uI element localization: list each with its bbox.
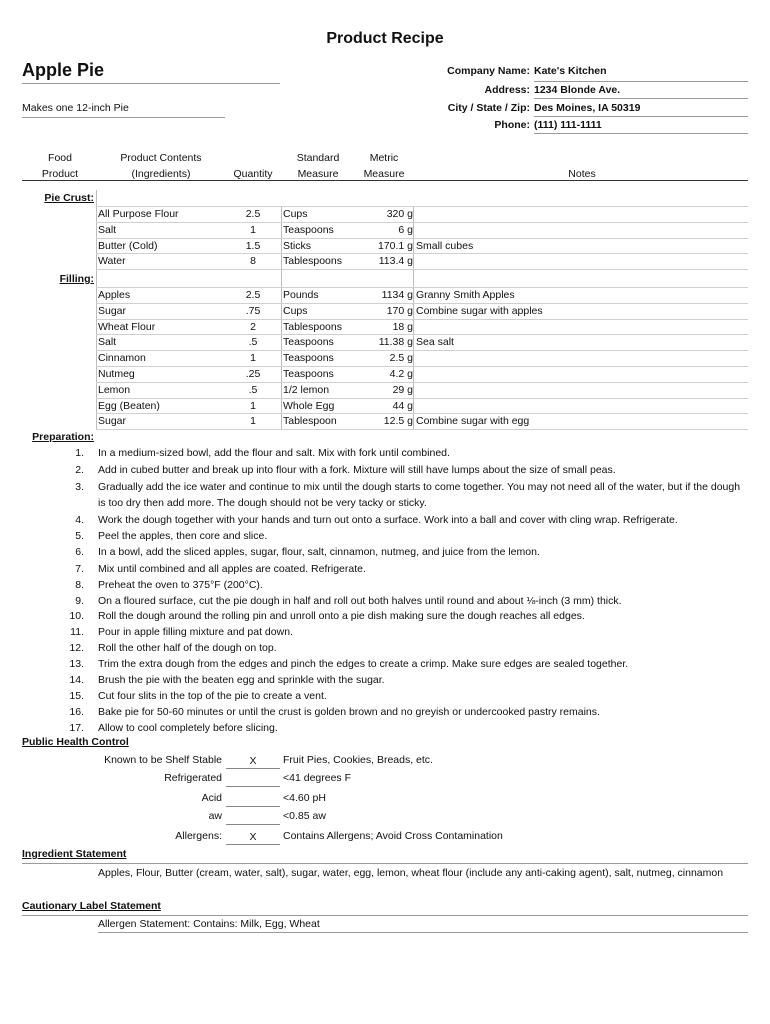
quantity-cell: .25 xyxy=(245,368,261,380)
quantity-cell: .75 xyxy=(245,304,261,317)
metric-measure-cell: 113.4 g xyxy=(378,255,413,268)
standard-measure-cell: Tablespoons xyxy=(283,320,342,333)
table-row xyxy=(0,253,770,269)
phone-value: (111) 111-1111 xyxy=(534,119,602,131)
ingredient-cell: Butter (Cold) xyxy=(98,239,158,252)
ingredient-cell: Wheat Flour xyxy=(98,320,156,333)
ingredient-cell: All Purpose Flour xyxy=(98,208,179,220)
quantity-cell: 1 xyxy=(250,399,256,412)
company-rule-3 xyxy=(534,116,748,117)
public-health-label: Allergens: xyxy=(175,830,222,842)
notes-cell xyxy=(416,206,746,222)
ingredient-cell: Sugar xyxy=(98,415,127,428)
company-rule-1 xyxy=(534,81,748,82)
standard-measure-cell: Teaspoons xyxy=(283,368,334,380)
metric-measure-cell: 2.5 g xyxy=(389,352,413,365)
quantity-cell: .5 xyxy=(248,336,258,349)
step-text: Preheat the oven to 375°F (200°C). xyxy=(98,579,263,591)
step-number: 4. xyxy=(75,514,84,526)
table-row xyxy=(0,382,770,398)
metric-measure-cell: 11.38 g xyxy=(378,336,413,349)
section-filling: Filling: xyxy=(59,273,94,285)
metric-measure-cell: 170 g xyxy=(386,304,413,317)
company-rule-4 xyxy=(534,133,748,134)
step-text: Roll the other half of the dough on top. xyxy=(98,642,277,654)
public-health-label: aw xyxy=(208,810,222,822)
city-label: City / State / Zip: xyxy=(447,102,530,114)
metric-measure-cell: 12.5 g xyxy=(383,415,413,428)
address-value: 1234 Blonde Ave. xyxy=(534,84,621,96)
table-row xyxy=(0,334,770,350)
ingredient-cell: Sugar xyxy=(98,304,127,317)
table-row xyxy=(0,206,770,222)
table-row xyxy=(0,398,770,414)
public-health-mark xyxy=(226,810,280,825)
standard-measure-cell: Cups xyxy=(283,208,308,220)
city-value: Des Moines, IA 50319 xyxy=(534,102,641,114)
public-health-description: Fruit Pies, Cookies, Breads, etc. xyxy=(283,754,433,766)
notes-cell: Combine sugar with apples xyxy=(416,304,543,317)
public-health-mark xyxy=(226,772,280,787)
quantity-cell: 1 xyxy=(250,415,256,428)
quantity-cell: 1 xyxy=(250,352,256,365)
notes-cell: Small cubes xyxy=(416,239,474,252)
step-text: Peel the apples, then core and slice. xyxy=(98,530,268,542)
section-pie-crust: Pie Crust: xyxy=(44,192,94,204)
public-health-label: Acid xyxy=(201,792,222,804)
makes-underline xyxy=(22,117,225,118)
step-number: 3. xyxy=(75,481,84,493)
step-text: On a floured surface, cut the pie dough in half and roll out both halves until round and about ⅛-inch (3 mm) thick. xyxy=(98,595,622,607)
metric-measure-cell: 4.2 g xyxy=(389,368,413,380)
header-product-contents: Product Contents (Ingredients) xyxy=(120,152,202,180)
public-health-label: Refrigerated xyxy=(164,772,222,784)
quantity-cell: 8 xyxy=(250,255,256,268)
step-text: Roll the dough around the rolling pin and unroll onto a pie dish making sure the dough reaches all edges. xyxy=(98,610,585,622)
step-number: 12. xyxy=(69,642,84,654)
row-rule xyxy=(96,429,748,430)
step-number: 6. xyxy=(75,546,84,558)
header-notes: Notes xyxy=(568,168,596,180)
step-text: Add in cubed butter and break up into flour with a fork. Mixture will still have lumps about the size of small peas. xyxy=(98,464,616,476)
public-health-mark xyxy=(226,792,280,807)
notes-cell xyxy=(416,350,746,366)
public-health-heading: Public Health Control xyxy=(22,736,129,748)
header-food-product: Food Product xyxy=(41,152,79,180)
step-text: Work the dough together with your hands and turn out onto a surface. Work into a ball and cover with cling wrap. Refrigerate. xyxy=(98,514,678,526)
standard-measure-cell: Teaspoons xyxy=(283,223,334,236)
metric-measure-cell: 170.1 g xyxy=(377,239,413,252)
notes-cell: Combine sugar with egg xyxy=(416,415,530,428)
header-standard-measure: Standard Measure xyxy=(296,152,340,180)
notes-cell: Sea salt xyxy=(416,336,454,349)
step-text: In a medium-sized bowl, add the flour and salt. Mix with fork until combined. xyxy=(98,447,450,459)
notes-cell xyxy=(416,366,746,382)
step-number: 13. xyxy=(69,658,84,670)
step-number: 7. xyxy=(75,563,84,575)
step-number: 2. xyxy=(75,464,84,476)
quantity-cell: .5 xyxy=(248,383,258,396)
standard-measure-cell: Tablespoon xyxy=(283,415,337,428)
step-number: 14. xyxy=(69,674,84,686)
company-name-label: Company Name: xyxy=(447,65,530,77)
step-number: 16. xyxy=(69,706,84,718)
step-number: 8. xyxy=(75,579,84,591)
section-preparation: Preparation: xyxy=(32,431,94,443)
ingredient-cell: Apples xyxy=(98,289,131,301)
row-rule xyxy=(96,269,748,270)
company-name-value: Kate's Kitchen xyxy=(534,65,607,77)
table-row xyxy=(0,303,770,319)
step-text: Trim the extra dough from the edges and pinch the edges to create a crimp. Make sure edges are sealed together. xyxy=(98,658,629,670)
table-row xyxy=(0,319,770,335)
step-number: 15. xyxy=(69,690,84,702)
public-health-description: <4.60 pH xyxy=(283,792,326,804)
metric-measure-cell: 6 g xyxy=(398,223,413,236)
ingredient-cell: Nutmeg xyxy=(98,368,135,380)
step-number: 11. xyxy=(70,626,84,638)
table-row xyxy=(0,413,770,429)
ingredient-statement-text: Apples, Flour, Butter (cream, water, salt), sugar, water, egg, lemon, wheat flour (include any anti-caking agent), salt, nutmeg, cinnamon xyxy=(98,867,724,879)
product-name: Apple Pie xyxy=(22,60,105,80)
ingredient-cell: Water xyxy=(98,255,126,268)
step-number: 5. xyxy=(75,530,84,542)
table-row xyxy=(0,287,770,303)
makes-text: Makes one 12-inch Pie xyxy=(22,102,129,114)
ingredient-cell: Lemon xyxy=(98,383,131,396)
ingredient-cell: Cinnamon xyxy=(98,352,146,365)
quantity-cell: 2 xyxy=(250,320,256,333)
quantity-cell: 1 xyxy=(250,223,256,236)
ingredient-statement-heading: Ingredient Statement xyxy=(22,848,127,860)
public-health-label: Known to be Shelf Stable xyxy=(104,754,222,766)
table-row xyxy=(0,238,770,254)
product-name-underline xyxy=(22,83,280,84)
header-quantity: Quantity xyxy=(233,168,273,180)
notes-cell xyxy=(416,253,746,269)
phone-label: Phone: xyxy=(494,119,530,131)
standard-measure-cell: Teaspoons xyxy=(283,352,334,365)
notes-cell xyxy=(416,222,746,238)
step-text: Brush the pie with the beaten egg and sprinkle with the sugar. xyxy=(98,674,385,686)
public-health-description: <41 degrees F xyxy=(283,772,352,784)
cautionary-text: Allergen Statement: Contains: Milk, Egg, Wheat xyxy=(98,918,320,930)
document-title: Product Recipe xyxy=(326,30,444,47)
step-text: Cut four slits in the top of the pie to create a vent. xyxy=(98,690,327,702)
step-text: Gradually add the ice water and continue to mix until the dough starts to come together. You may not need all of the water, but if the dough is too dry then add more. The dough should not be very tacky or sticky. xyxy=(98,481,741,509)
standard-measure-cell: Tablespoons xyxy=(283,255,342,268)
step-number: 1. xyxy=(75,447,84,459)
metric-measure-cell: 44 g xyxy=(392,399,413,412)
step-number: 17. xyxy=(69,722,84,734)
step-text: Bake pie for 50-60 minutes or until the crust is golden brown and no greyish or undercooked pastry remains. xyxy=(98,706,600,718)
notes-cell xyxy=(416,319,746,335)
standard-measure-cell: Teaspoons xyxy=(283,336,334,349)
step-text: In a bowl, add the sliced apples, sugar, flour, salt, cinnamon, nutmeg, and juice from the lemon. xyxy=(98,546,540,558)
metric-measure-cell: 320 g xyxy=(386,208,413,220)
metric-measure-cell: 29 g xyxy=(392,383,413,396)
step-text: Mix until combined and all apples are coated. Refrigerate. xyxy=(98,563,366,575)
company-rule-2 xyxy=(534,98,748,99)
address-label: Address: xyxy=(484,84,530,96)
public-health-description: Contains Allergens; Avoid Cross Contamination xyxy=(283,830,503,842)
quantity-cell: 2.5 xyxy=(245,289,261,301)
ingredient-cell: Egg (Beaten) xyxy=(98,399,160,412)
step-text: Pour in apple filling mixture and pat down. xyxy=(98,626,293,638)
header-rule xyxy=(22,180,748,181)
quantity-cell: 2.5 xyxy=(245,208,261,220)
notes-cell xyxy=(416,398,746,414)
standard-measure-cell: Sticks xyxy=(283,239,312,252)
standard-measure-cell: Whole Egg xyxy=(283,399,335,412)
header-metric-measure: Metric Measure xyxy=(363,152,405,180)
quantity-cell: 1.5 xyxy=(245,239,261,252)
standard-measure-cell: 1/2 lemon xyxy=(283,383,330,396)
step-number: 9. xyxy=(75,595,84,607)
standard-measure-cell: Pounds xyxy=(283,289,319,301)
public-health-description: <0.85 aw xyxy=(283,810,326,822)
table-row xyxy=(0,350,770,366)
metric-measure-cell: 18 g xyxy=(392,320,413,333)
standard-measure-cell: Cups xyxy=(283,304,308,317)
notes-cell: Granny Smith Apples xyxy=(416,289,515,301)
step-text: Allow to cool completely before slicing. xyxy=(98,722,278,734)
cautionary-bottom-rule xyxy=(98,932,748,933)
cautionary-heading: Cautionary Label Statement xyxy=(22,900,161,912)
step-number: 10. xyxy=(69,610,84,622)
table-row xyxy=(0,366,770,382)
metric-measure-cell: 1134 g xyxy=(381,289,413,301)
public-health-mark: X xyxy=(226,754,280,769)
ingredient-cell: Salt xyxy=(98,336,117,349)
public-health-mark: X xyxy=(226,830,280,845)
ingredient-cell: Salt xyxy=(98,223,117,236)
notes-cell xyxy=(416,382,746,398)
table-row xyxy=(0,222,770,238)
